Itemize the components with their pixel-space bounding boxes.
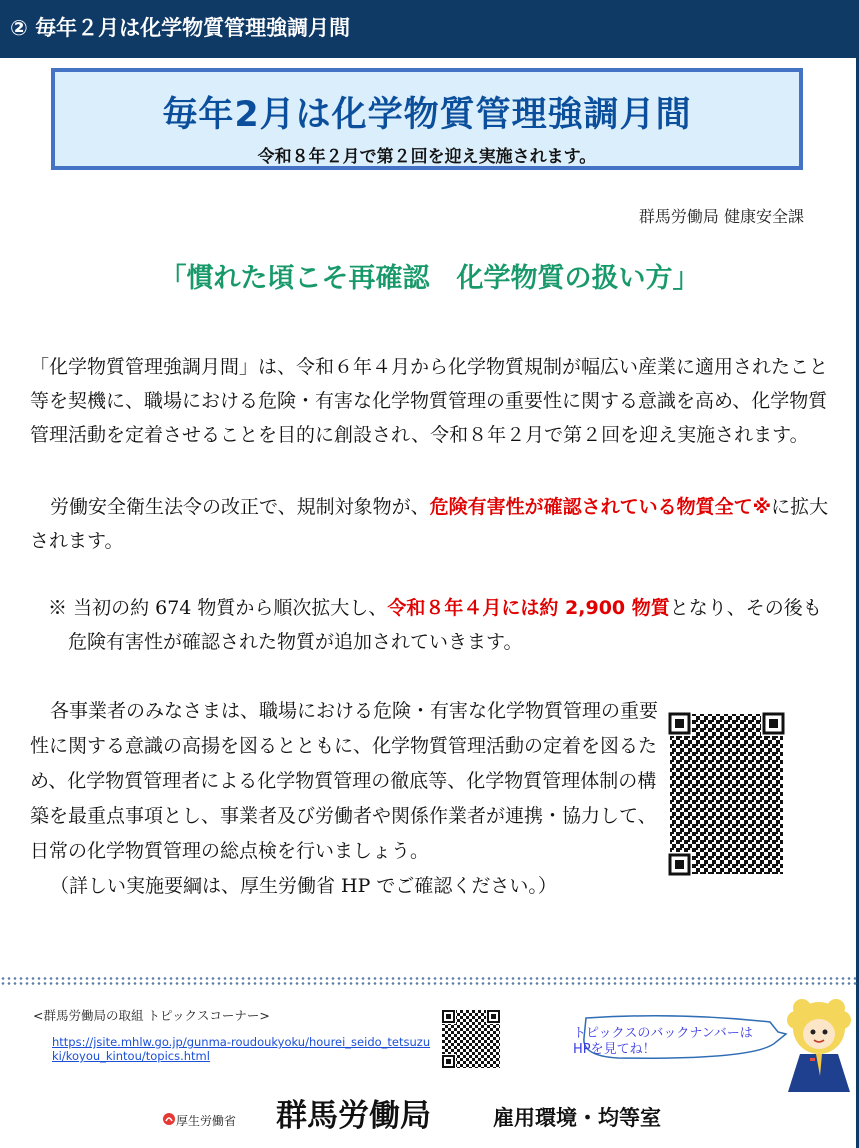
topics-corner-label: <群馬労働局の取組 トピックスコーナー> [33, 1008, 270, 1023]
para2-before: 労働安全衛生法令の改正で、規制対象物が、 [50, 496, 430, 518]
paragraph-law-revision [30, 490, 842, 558]
bubble-text [573, 1026, 783, 1058]
bubble-line2: HPを見てね！ [573, 1042, 656, 1057]
section-header-title: ② 毎年２月は化学物質管理強調月間 [10, 16, 351, 40]
note-before: 当初の約 674 物質から順次拡大し、 [73, 597, 388, 619]
slogan: 「慣れた頃こそ再確認 化学物質の扱い方」 [159, 263, 700, 294]
bureau-name: 群馬労働局 [276, 1098, 431, 1134]
note-line2: 危険有害性が確認された物質が追加されていきます。 [68, 631, 523, 653]
mascot-illustration [780, 996, 858, 1096]
note-after: となり、その後も [669, 597, 822, 619]
paragraph-intro-text: 「化学物質管理強調月間」は、令和６年４月から化学物質規制が幅広い産業に適用されたこと等を契機に、職場における危険・有害な化学物質管理の重要性に関する意識を高め、化学物質管理活動を定着させることを目的に創設され、令和８年２月で第２回を迎え実施されます。 [30, 356, 829, 446]
paragraph-call-to-action [30, 694, 662, 904]
small-qr-code-icon[interactable] [442, 1010, 500, 1068]
para2-highlight: 危険有害性が確認されている物質全て※ [429, 496, 772, 518]
section-header [0, 0, 859, 58]
ministry-name: 厚生労働省 [176, 1114, 237, 1128]
office-name: 雇用環境・均等室 [493, 1106, 661, 1130]
mhlw-logo-icon [162, 1112, 176, 1126]
department-label: 群馬労働局 健康安全課 [638, 207, 804, 226]
sub-title: 令和８年２月で第２回を迎え実施されます。 [257, 147, 597, 167]
title-box [51, 68, 803, 170]
section-divider [0, 976, 859, 986]
note-highlight: 令和８年４月には約 2,900 物質 [387, 597, 670, 619]
paragraph-intro [30, 350, 842, 452]
para3-note: （詳しい実施要綱は、厚生労働省 HP でご確認ください。） [50, 875, 557, 897]
para3-main: 各事業者のみなさまは、職場における危険・有害な化学物質管理の重要性に関する意識の高揚を図るとともに、化学物質管理活動の定着を図るため、化学物質管理者による化学物質管理の徹底等、化学物質管理体制の構築を最重点事項とし、事業者及び労働者や関係作業者が連携・協力して、日常の化学物質管理の総点検を行いましょう。 [30, 700, 659, 862]
note-mark: ※ [48, 597, 68, 619]
main-title: 毎年2月は化学物質管理強調月間 [162, 95, 692, 135]
topics-link[interactable]: https://jsite.mhlw.go.jp/gunma-roudoukyoku/hourei_seido_tetsuzuki/koyou_kintou/topics.html [52, 1035, 431, 1063]
para2-after: に拡大されます。 [30, 496, 829, 552]
note-block [48, 591, 848, 659]
bubble-line1: トピックスのバックナンバーは [573, 1026, 753, 1041]
qr-code-icon[interactable] [668, 712, 785, 876]
